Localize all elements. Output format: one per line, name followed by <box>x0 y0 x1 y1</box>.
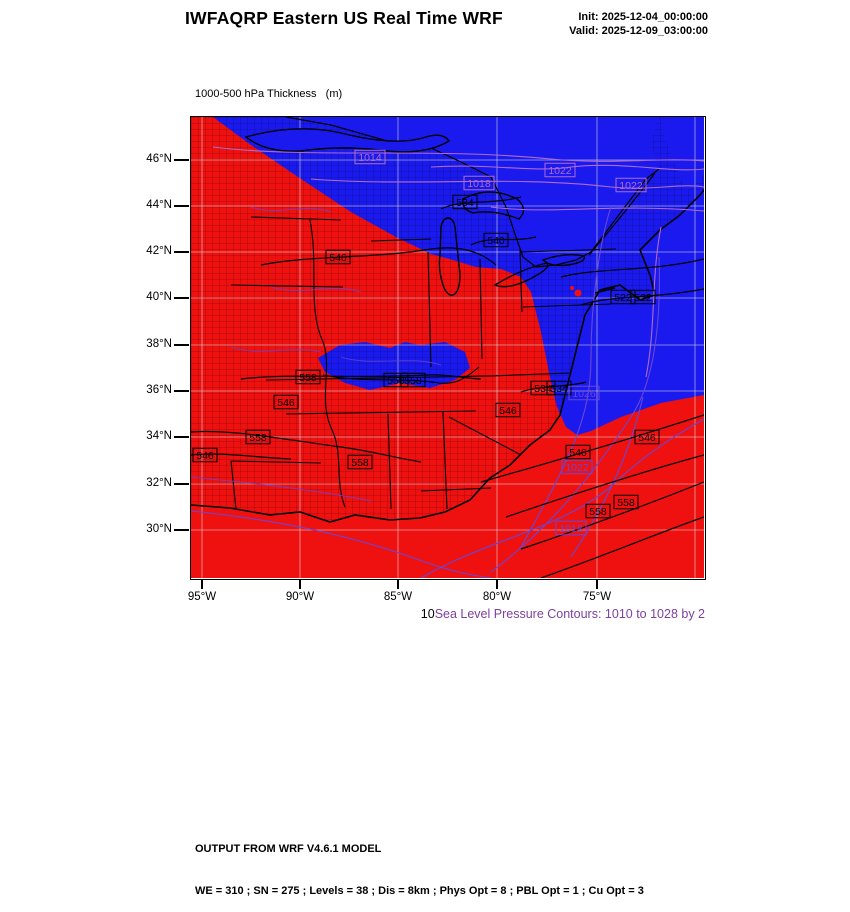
svg-text:534: 534 <box>550 382 568 395</box>
lat-tick-label: 36°N <box>146 384 172 396</box>
footer-model-line: OUTPUT FROM WRF V4.6.1 MODEL <box>195 843 382 855</box>
contour-label-thickness <box>193 448 217 462</box>
lat-tick <box>174 297 189 299</box>
lon-tick <box>299 579 301 589</box>
page-title: IWFAQRP Eastern US Real Time WRF <box>185 8 503 28</box>
lat-tick-label: 32°N <box>146 477 172 489</box>
svg-text:558: 558 <box>617 496 635 509</box>
lat-tick-label: 42°N <box>146 245 172 257</box>
lat-tick <box>174 483 189 485</box>
lat-tick-label: 38°N <box>146 338 172 350</box>
lat-tick <box>174 205 189 207</box>
lon-tick-label: 95°W <box>187 591 217 603</box>
lat-tick-label: 40°N <box>146 291 172 303</box>
contour-label-thickness <box>566 445 590 459</box>
contour-label-thickness <box>401 373 425 387</box>
contour-label-slp <box>562 460 592 474</box>
caption-prefix: 10 <box>420 607 435 621</box>
lon-tick <box>496 579 498 589</box>
lat-tick-label: 34°N <box>146 430 172 442</box>
contour-label-thickness <box>246 430 270 444</box>
lat-tick <box>174 529 189 531</box>
svg-text:546: 546 <box>569 446 587 459</box>
footer-config-line: WE = 310 ; SN = 275 ; Levels = 38 ; Dis = 8km ; Phys Opt = 8 ; PBL Opt = 1 ; Cu Opt = 3 <box>195 885 644 897</box>
contour-label-slp <box>355 150 385 164</box>
svg-text:1026: 1026 <box>572 387 596 400</box>
lon-tick-label: 90°W <box>285 591 315 603</box>
contour-label-thickness <box>296 370 320 384</box>
svg-text:558: 558 <box>404 374 422 387</box>
model-footer <box>195 814 644 912</box>
caption-text: Sea Level Pressure Contours: 1010 to 1028 by 2 <box>434 607 705 621</box>
contour-label-thickness <box>635 430 659 444</box>
legend-line-thickness-1: 1000-500 hPa Thickness (m) <box>195 88 343 100</box>
lon-tick-label: 75°W <box>582 591 612 603</box>
contour-label-thickness <box>326 250 350 264</box>
svg-text:534: 534 <box>534 382 552 395</box>
lat-tick <box>174 251 189 253</box>
svg-text:558: 558 <box>249 431 267 444</box>
svg-text:558: 558 <box>299 371 317 384</box>
lon-tick <box>596 579 598 589</box>
lon-tick-label: 80°W <box>482 591 512 603</box>
contour-label-slp <box>569 386 599 400</box>
contour-label-thickness <box>453 195 477 209</box>
warm-spot-nyc-2 <box>570 286 574 290</box>
lat-tick-label: 46°N <box>146 153 172 165</box>
lat-tick <box>174 436 189 438</box>
warm-spot-nyc <box>575 290 582 297</box>
svg-text:522: 522 <box>634 291 652 304</box>
lat-tick-label: 30°N <box>146 523 172 535</box>
contour-label-slp <box>616 178 646 192</box>
lon-tick <box>397 579 399 589</box>
svg-text:558: 558 <box>387 374 405 387</box>
init-time: Init: 2025-12-04_00:00:00 <box>578 11 708 23</box>
svg-text:1022: 1022 <box>619 179 643 192</box>
lat-tick <box>174 390 189 392</box>
contour-label-thickness <box>496 403 520 417</box>
contour-label-thickness <box>614 495 638 509</box>
svg-text:534: 534 <box>456 196 474 209</box>
lat-tick <box>174 159 189 161</box>
contour-label-thickness <box>631 290 655 304</box>
run-times <box>569 10 708 38</box>
svg-text:1018: 1018 <box>467 177 491 190</box>
svg-text:546: 546 <box>499 404 517 417</box>
contour-label-thickness <box>484 233 508 247</box>
svg-text:558: 558 <box>351 456 369 469</box>
svg-text:546: 546 <box>638 431 656 444</box>
svg-text:546: 546 <box>329 251 347 264</box>
svg-text:522: 522 <box>614 291 632 304</box>
contour-label-slp <box>545 163 575 177</box>
weather-map <box>191 117 704 578</box>
svg-text:1014: 1014 <box>358 151 382 164</box>
contour-label-thickness <box>547 381 571 395</box>
contour-label-thickness <box>586 504 610 518</box>
contour-label-slp <box>464 176 494 190</box>
lat-tick-label: 44°N <box>146 199 172 211</box>
lon-tick <box>201 579 203 589</box>
svg-text:558: 558 <box>589 505 607 518</box>
svg-text:546: 546 <box>277 396 295 409</box>
map-panel <box>190 116 706 580</box>
svg-text:540: 540 <box>487 234 505 247</box>
lat-tick <box>174 344 189 346</box>
svg-text:1022: 1022 <box>548 164 572 177</box>
svg-text:546: 546 <box>196 449 214 462</box>
svg-text:1018: 1018 <box>559 522 583 535</box>
contour-label-thickness <box>348 455 372 469</box>
contour-label-thickness <box>274 395 298 409</box>
lon-tick-label: 85°W <box>383 591 413 603</box>
valid-time: Valid: 2025-12-09_03:00:00 <box>569 25 708 37</box>
slp-caption <box>421 607 705 621</box>
svg-text:1022: 1022 <box>565 461 589 474</box>
contour-label-slp <box>556 521 586 535</box>
